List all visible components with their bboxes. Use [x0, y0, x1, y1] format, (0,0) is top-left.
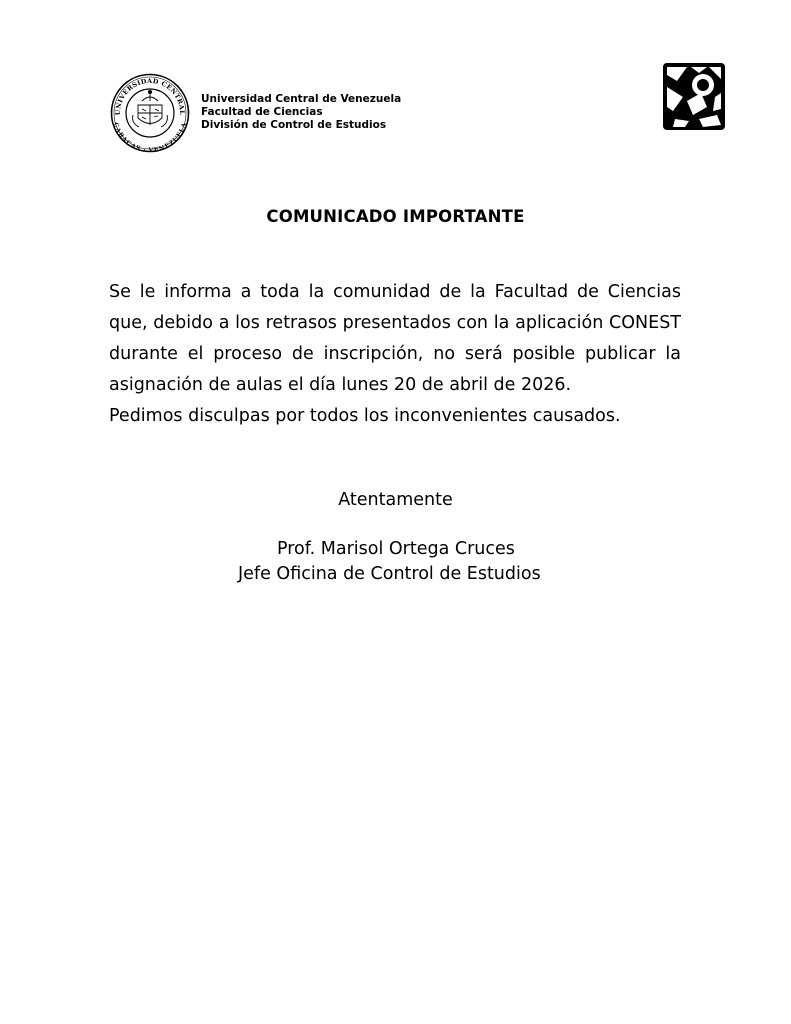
institution-header	[201, 93, 401, 132]
notice-paragraph-main: Se le informa a toda la comunidad de la Facultad de Ciencias que, debido a los retrasos presentados con la aplicación CONEST durante el proceso de inscripción, no será posible publicar la asignación de aulas el día lunes 20 de abril de 2026.	[109, 282, 681, 395]
signer-title: Jefe Oficina de Control de Estudios	[238, 564, 541, 584]
faculty-logo-icon	[663, 63, 725, 130]
faculty-name: Facultad de Ciencias	[201, 106, 323, 118]
document-title: COMUNICADO IMPORTANTE	[266, 207, 525, 226]
signer-name: Prof. Marisol Ortega Cruces	[277, 539, 515, 559]
division-name: División de Control de Estudios	[201, 119, 387, 131]
university-seal-icon	[109, 73, 191, 153]
university-name: Universidad Central de Venezuela	[201, 93, 402, 105]
notice-paragraph-apology: Pedimos disculpas por todos los inconvenientes causados.	[109, 406, 621, 426]
seal-ring-top-text: UNIVERSIDAD CENTRAL	[113, 76, 187, 116]
notice-body	[109, 277, 681, 432]
seal-ring-bottom-text: CARACAS · VENEZUELA	[111, 121, 189, 153]
closing-salutation: Atentamente	[338, 490, 453, 510]
